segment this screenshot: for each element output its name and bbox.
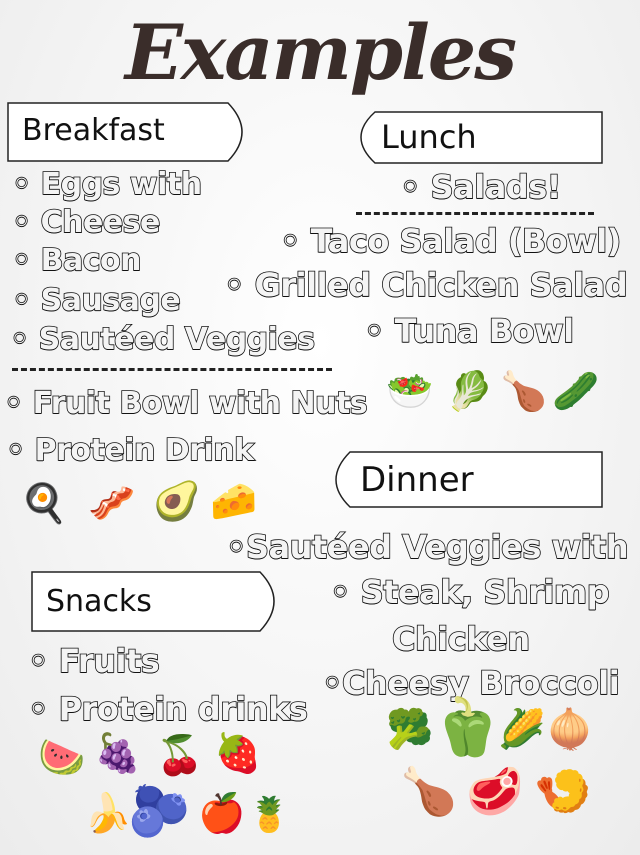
cherries-icon: 🍒: [156, 733, 204, 777]
onion-icon: 🧅: [546, 707, 594, 751]
snacks-label: Snacks: [46, 584, 152, 619]
avocado-icon: 🥑: [153, 479, 201, 523]
breakfast-item: ◦ Bacon: [12, 243, 141, 278]
cucumber-icon: 🥒: [552, 369, 600, 413]
bacon-icon: 🥓: [88, 481, 136, 525]
breakfast-item: ◦ Sausage: [12, 283, 181, 318]
breakfast-tag: [6, 101, 258, 163]
bell-pepper-icon: 🫑: [432, 695, 502, 760]
dinner-item: Chicken: [392, 620, 530, 658]
breakfast-extra: ◦ Protein Drink: [6, 433, 254, 468]
breakfast-item: ◦ Eggs with: [12, 167, 202, 202]
salad-icon: 🥗: [386, 369, 434, 413]
page-title: Examples: [124, 8, 516, 97]
apple-icon: 🍎: [198, 791, 246, 835]
cheese-icon: 🧀: [210, 479, 258, 523]
corn-icon: 🌽: [498, 707, 546, 751]
dinner-item: ◦ Steak, Shrimp: [330, 573, 610, 611]
snacks-tag: [30, 570, 290, 633]
strawberry-icon: 🍓: [214, 731, 262, 775]
lettuce-icon: 🥬: [446, 369, 494, 413]
watermelon-icon: 🍉: [38, 735, 86, 779]
snacks-item: ◦ Protein drinks: [28, 690, 308, 728]
drumstick-icon: 🍗: [400, 764, 458, 818]
lunch-item: ◦ Tuna Bowl: [364, 312, 574, 350]
pineapple-icon: 🍍: [248, 795, 291, 835]
broccoli-icon: 🥦: [386, 707, 434, 751]
shrimp-icon: 🍤: [534, 764, 592, 818]
dinner-item: ◦Sautéed Veggies with: [226, 528, 629, 566]
snacks-item: ◦ Fruits: [28, 642, 160, 680]
dinner-label: Dinner: [360, 460, 474, 500]
drumstick-icon: 🍗: [500, 369, 548, 413]
breakfast-divider: [12, 368, 332, 371]
lunch-divider: [356, 212, 594, 215]
fried-egg-icon: 🍳: [20, 481, 68, 525]
lunch-item: ◦ Grilled Chicken Salad: [224, 266, 628, 304]
breakfast-extra: ◦ Fruit Bowl with Nuts: [4, 386, 368, 421]
lunch-tag: [345, 110, 605, 165]
breakfast-item: ◦ Cheese: [12, 205, 160, 240]
breakfast-label: Breakfast: [22, 113, 165, 148]
lunch-item: ◦ Salads!: [400, 168, 561, 206]
lunch-item: ◦ Taco Salad (Bowl): [280, 222, 621, 260]
steak-icon: 🥩: [466, 764, 524, 818]
dinner-item: ◦Cheesy Broccoli: [322, 664, 620, 702]
grapes-icon: 🍇: [94, 731, 142, 775]
breakfast-item: ◦ Sautéed Veggies: [10, 322, 315, 357]
dinner-tag: [320, 450, 605, 510]
banana-icon: 🍌: [84, 791, 132, 835]
blueberries-icon: 🫐: [128, 782, 191, 840]
lunch-label: Lunch: [381, 118, 477, 156]
